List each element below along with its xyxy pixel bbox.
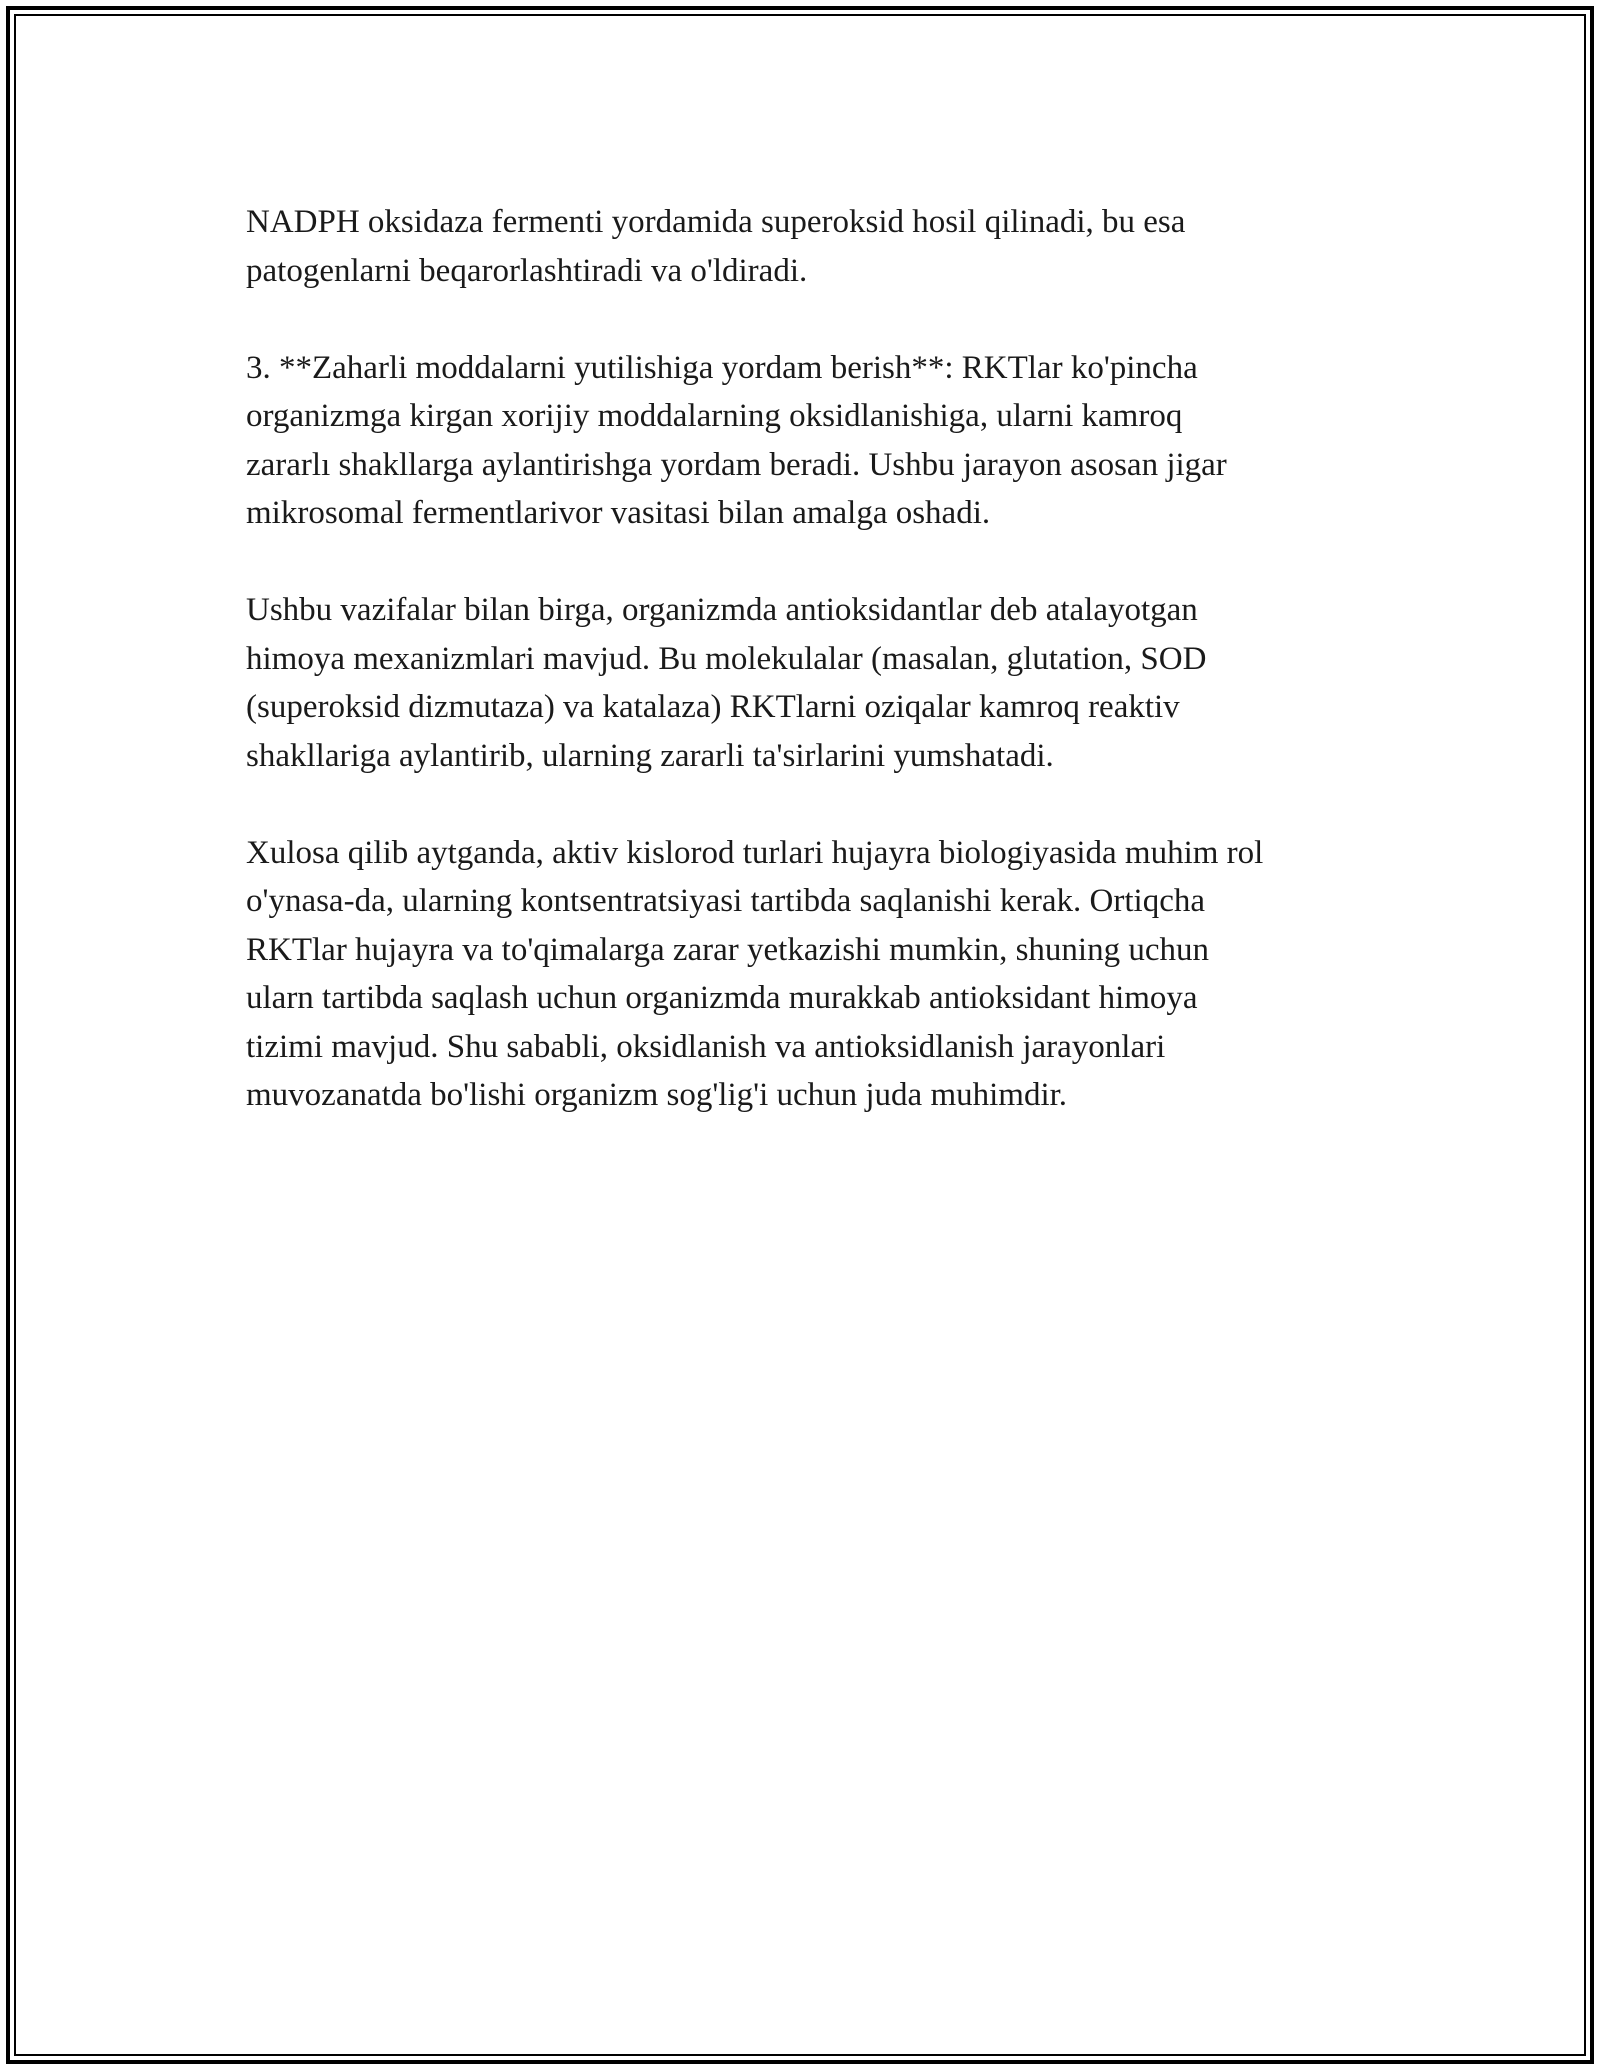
paragraph-line: shakllariga aylantirib, ularning zararli ta'sirlarini yumshatadi. [246,737,1054,774]
paragraph-line: o'ynasa-da, ularning kontsentratsiyasi tartibda saqlanishi kerak. Ortiqcha [246,883,1205,919]
page-frame [6,6,1594,2064]
paragraph-line: NADPH oksidaza fermenti yordamida superoksid hosil qilinadi, bu esa [246,204,1186,240]
paragraph-1 [246,198,1406,295]
paragraph-line: mikrosomal fermentlarivor vasitasi bilan amalga oshadi. [246,495,991,531]
paragraph-line: organizmga kirgan xorijiy moddalarning oksidlanishiga, ularni kamroq [246,398,1183,434]
paragraph-line: zararlı shakllarga aylantirishga yordam beradi. Ushbu jarayon asosan jigar [246,446,1227,483]
paragraph-line: muvozanatda bo'lishi organizm sog'lig'i uchun juda muhimdir. [246,1077,1068,1113]
document-body [246,198,1406,1168]
paragraph-line: 3. **Zaharli moddalarni yutilishiga yordam berish**: RKTlar ko'pincha [246,349,1198,386]
paragraph-line: Ushbu vazifalar bilan birga, organizmda antioksidantlar deb atalayotgan [246,592,1198,628]
paragraph-3 [246,586,1406,780]
paragraph-line: tizimi mavjud. Shu sababli, oksidlanish va antioksidlanish jarayonlari [246,1028,1166,1065]
paragraph-line: ularn tartibda saqlash uchun organizmda murakkab antioksidant himoya [246,980,1198,1016]
paragraph-line: RKTlar hujayra va to'qimalarga zarar yetkazishi mumkin, shuning uchun [246,931,1209,968]
paragraph-line: (superoksid dizmutaza) va katalaza) RKTlarni oziqalar kamroq reaktiv [246,689,1180,725]
paragraph-4 [246,829,1406,1120]
paragraph-line: patogenlarni beqarorlashtiradi va o'ldiradi. [246,252,808,289]
paragraph-line: himoya mexanizmlari mavjud. Bu molekulalar (masalan, glutation, SOD [246,640,1207,677]
paragraph-2 [246,344,1406,538]
paragraph-line: Xulosa qilib aytganda, aktiv kislorod turlari hujayra biologiyasida muhim rol [246,834,1264,871]
